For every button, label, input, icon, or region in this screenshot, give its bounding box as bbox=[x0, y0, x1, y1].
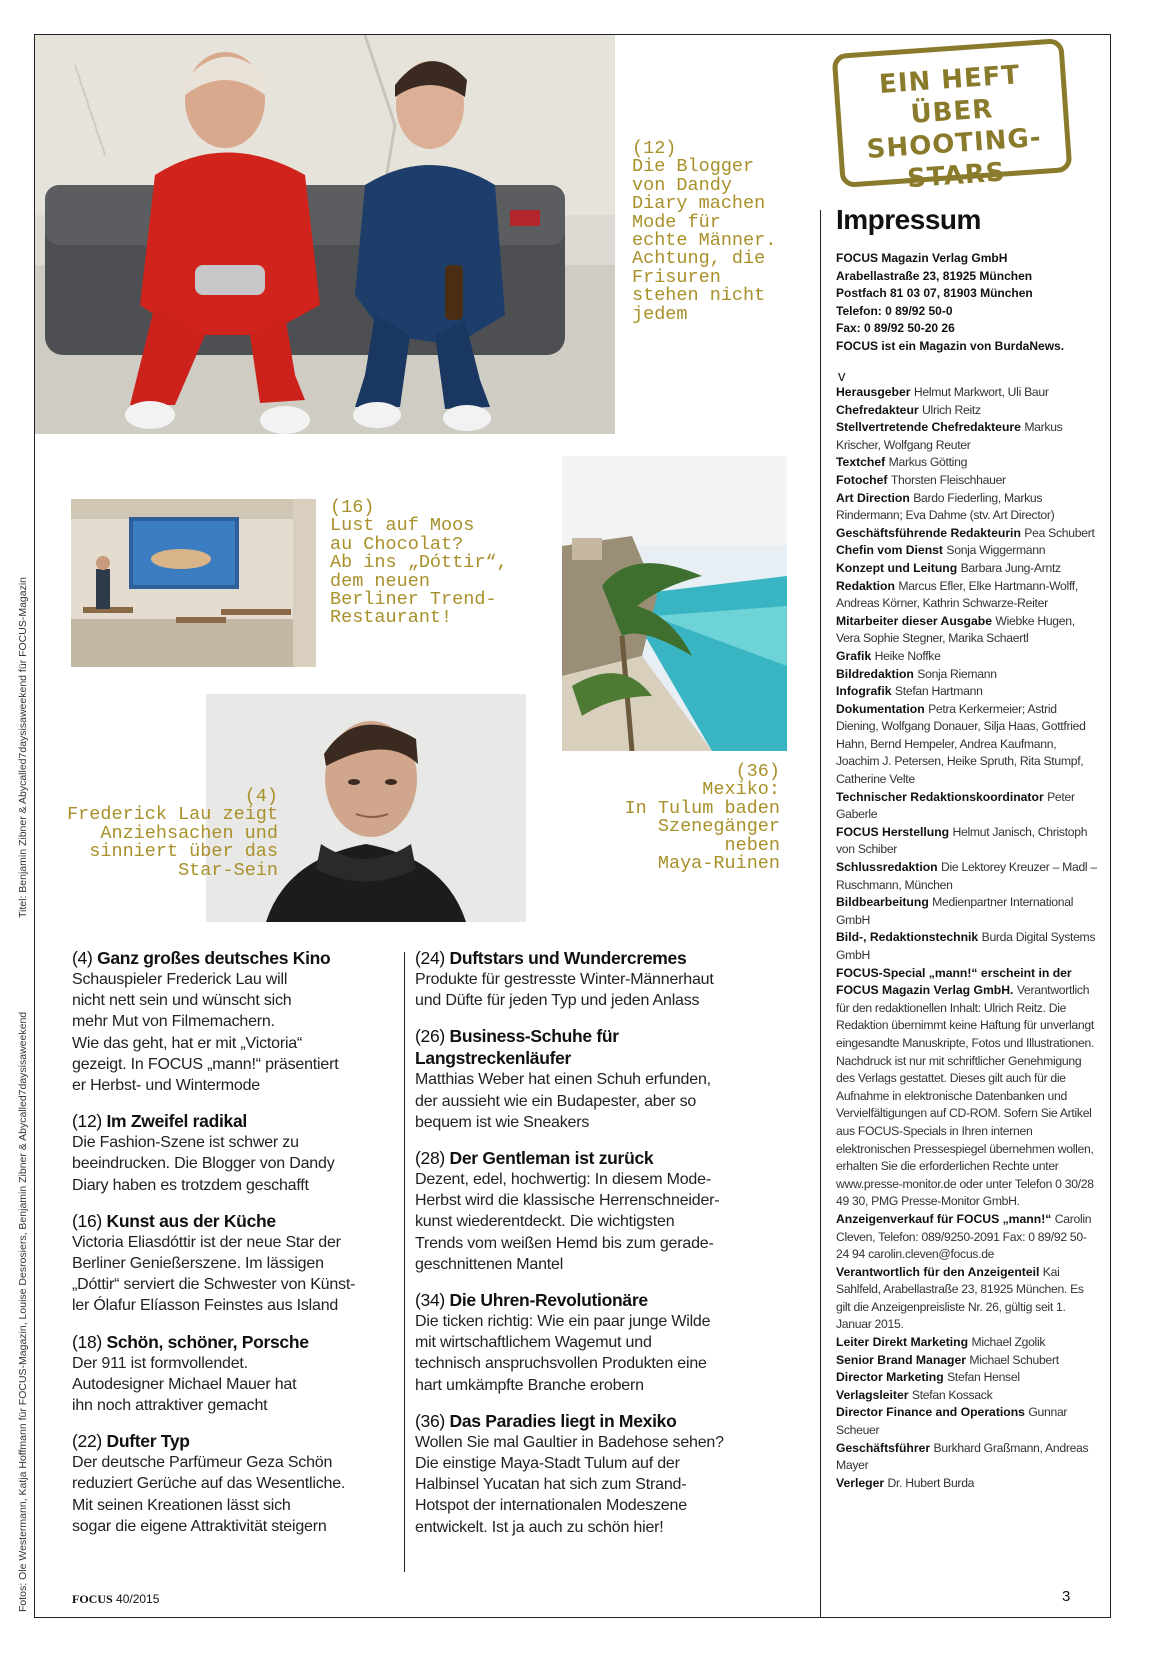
impressum-role: Geschäftsführende Redakteurin bbox=[836, 525, 1021, 540]
impressum-names: Stefan Kossack bbox=[911, 1387, 993, 1402]
tulum-photo bbox=[562, 456, 787, 751]
impressum-entry bbox=[836, 384, 1098, 402]
publisher-line: Arabellastraße 23, 81925 München bbox=[836, 268, 1033, 283]
toc-entry-body: Victoria Eliasdóttir ist der neue Star der Berliner Genießerszene. Im lässigen „Dóttir“ serviert die Schwester von Künst- ler Ólafur Elíasson Feinstes aus Island bbox=[72, 1233, 356, 1315]
stamp-line-3: STARS bbox=[906, 157, 1007, 195]
impressum-role: Bild-, Redaktionstechnik bbox=[836, 930, 979, 945]
impressum-entry bbox=[836, 454, 1098, 472]
impressum-marker: v bbox=[838, 368, 846, 385]
impressum-entry bbox=[836, 683, 1098, 701]
impressum-names: Ulrich Reitz bbox=[922, 402, 981, 417]
toc-entry-body: Schauspieler Frederick Lau will nicht nett sein und wünscht sich mehr Mut von Filmemachern. Wie das geht, hat er mit „Victoria“ gezeigt. In FOCUS „mann!“ präsentiert er Herbst- und Wintermode bbox=[72, 971, 339, 1095]
impressum-names: Thorsten Fleischhauer bbox=[890, 472, 1006, 487]
impressum-names: Burkhard Graßmann, Andreas Mayer bbox=[836, 1440, 1089, 1473]
impressum-entry bbox=[836, 1404, 1098, 1439]
toc-entry bbox=[415, 947, 735, 1011]
toc-entry-title bbox=[72, 1331, 392, 1353]
toc-title-text: Kunst aus der Küche bbox=[106, 1210, 276, 1231]
impressum-entry bbox=[836, 648, 1098, 666]
impressum-names: Kai Sahlfeld, Arabellastraße 23, 81925 München. Es gilt die Anzeigenpreisliste Nr. 26, gültig seit 1. Januar 2015. bbox=[836, 1264, 1084, 1332]
toc-page-number: (16) bbox=[72, 1210, 102, 1231]
toc-page-number: (36) bbox=[415, 1410, 445, 1431]
impressum-role: Geschäftsführer bbox=[836, 1440, 931, 1455]
impressum-names: Carolin Cleven, Telefon: 089/9250-2091 Fax: 0 89/92 50-24 94 carolin.cleven@focus.de bbox=[836, 1211, 1092, 1262]
publisher-block bbox=[836, 250, 1064, 356]
dandy-diary-photo bbox=[35, 35, 615, 434]
toc-entry-title bbox=[72, 947, 392, 969]
impressum-entry bbox=[836, 1440, 1098, 1475]
impressum-role: Dokumentation bbox=[836, 701, 925, 716]
impressum-names: Stefan Hensel bbox=[947, 1370, 1020, 1385]
toc-entry bbox=[72, 1430, 392, 1537]
impressum-role: FOCUS-Special „mann!“ erscheint in der FOCUS Magazin Verlag GmbH. bbox=[836, 965, 1072, 998]
impressum-role: Anzeigenverkauf für FOCUS „mann!“ bbox=[836, 1211, 1052, 1226]
caption-dottir: (16) Lust auf Moos au Chocolat? Ab ins „Dóttir“, dem neuen Berliner Trend- Restaurant! bbox=[330, 497, 508, 629]
impressum-role: FOCUS Herstellung bbox=[836, 824, 950, 839]
impressum-role: Schlussredaktion bbox=[836, 860, 938, 875]
footer-issue bbox=[72, 1592, 159, 1607]
impressum-names: Peter Gaberle bbox=[836, 789, 1075, 822]
toc-entry-body: Matthias Weber hat einen Schuh erfunden, der aussieht wie ein Budapester, aber so bequem ist wie Sneakers bbox=[415, 1071, 711, 1131]
toc-entry-body: Die ticken richtig: Wie ein paar junge Wilde mit wirtschaftlichem Wagemut und technisch anspruchsvollen Produkten eine hart umkämpfte Branche erobern bbox=[415, 1313, 711, 1394]
impressum-divider bbox=[820, 210, 821, 1618]
toc-entry-title bbox=[72, 1210, 392, 1232]
impressum-role: Director Marketing bbox=[836, 1370, 944, 1385]
toc-entry-title bbox=[72, 1110, 392, 1132]
toc-title-text: Das Paradies liegt in Mexiko bbox=[449, 1410, 677, 1431]
impressum-role: Textchef bbox=[836, 455, 886, 470]
toc-entry-body: Produkte für gestresste Winter-Männerhaut und Düfte für jeden Typ und jeden Anlass bbox=[415, 971, 714, 1010]
toc-entry-body: Der 911 ist formvollendet. Autodesigner Michael Mauer hat ihn noch attraktiver gemacht bbox=[72, 1354, 297, 1415]
footer-magazine-name: FOCUS bbox=[72, 1592, 113, 1606]
impressum-role: Redaktion bbox=[836, 578, 895, 593]
toc-left-column bbox=[72, 947, 392, 1551]
impressum-names: Die Lektorey Kreuzer – Madl – Ruschmann, München bbox=[836, 860, 1097, 892]
impressum-entry bbox=[836, 789, 1098, 824]
toc-column-divider bbox=[404, 952, 405, 1572]
impressum-entry bbox=[836, 965, 1098, 1211]
caption-frederick-lau: (4) Frederick Lau zeigt Anziehsachen und sinniert über das Star-Sein bbox=[67, 786, 278, 881]
impressum-names: Sonja Riemann bbox=[917, 666, 997, 681]
impressum-role: Herausgeber bbox=[836, 385, 911, 399]
impressum-names: Dr. Hubert Burda bbox=[887, 1475, 975, 1490]
impressum-role: Senior Brand Manager bbox=[836, 1352, 967, 1367]
impressum-role: Technischer Redaktionskoordinator bbox=[836, 789, 1044, 804]
impressum-names: Stefan Hartmann bbox=[894, 684, 983, 699]
toc-page-number: (4) bbox=[72, 948, 93, 968]
toc-title-text: Business-Schuhe für Langstreckenläufer bbox=[415, 1026, 619, 1069]
toc-entry-body: Die Fashion-Szene ist schwer zu beeindrucken. Die Blogger von Dandy Diary haben es trotzdem geschafft bbox=[72, 1134, 335, 1194]
impressum-role: Konzept und Leitung bbox=[836, 560, 958, 575]
toc-entry bbox=[72, 1210, 392, 1317]
toc-entry-title bbox=[415, 1147, 735, 1169]
publisher-line: Postfach 81 03 07, 81903 München bbox=[836, 286, 1033, 301]
impressum-entry bbox=[836, 1352, 1098, 1370]
impressum-names: Wiebke Hugen, Vera Sophie Stegner, Marika Schaertl bbox=[836, 613, 1075, 646]
toc-page-number: (18) bbox=[72, 1331, 102, 1352]
toc-page-number: (22) bbox=[72, 1431, 102, 1452]
impressum-staff-list bbox=[836, 384, 1098, 1492]
impressum-entry bbox=[836, 701, 1098, 789]
toc-entry bbox=[415, 1410, 735, 1538]
toc-title-text: Dufter Typ bbox=[106, 1431, 190, 1452]
photo-credit: Fotos: Ole Westermann, Katja Hoffmann für FOCUS-Magazin, Louise Desrosiers, Benjamin Zibner & Abycalled7daysisaweekend bbox=[17, 1011, 29, 1612]
impressum-names: Verantwortlich für den redaktionellen Inhalt: Ulrich Reitz. Die Redaktion übernimmt keine Haftung für unverlangt eingesandte Manuskripte, Fotos und Illustrationen. Nachdruck ist nur mit schriftlicher Genehmigung des Verlags gestattet. Dieses gilt auch für die Aufnahme in elektronische Datenbanken und Vervielfältigungen auf CD-ROM. Sofern Sie Artikel aus FOCUS-Specials in Ihren internen elektronischen Pressespiegel übernehmen wollen, erhalten Sie die erforderlichen Rechte unter www.presse-monitor.de oder unter Telefon 0 30/28 49 30, PMG Presse-Monitor GmbH. bbox=[836, 983, 1095, 1209]
impressum-names: Markus Götting bbox=[888, 455, 968, 470]
impressum-entry bbox=[836, 1475, 1098, 1493]
impressum-role: Chefin vom Dienst bbox=[836, 543, 943, 558]
stamp-text bbox=[833, 56, 1073, 200]
stamp-line-1: EIN HEFT ÜBER bbox=[878, 60, 1022, 130]
toc-title-text: Schön, schöner, Porsche bbox=[106, 1331, 309, 1352]
toc-entry bbox=[415, 1289, 735, 1396]
impressum-role: Verleger bbox=[836, 1475, 885, 1490]
impressum-entry bbox=[836, 894, 1098, 929]
impressum-role: Grafik bbox=[836, 648, 872, 663]
impressum-names: Bardo Fiederling, Markus Rindermann; Eva Dahme (stv. Art Director) bbox=[836, 490, 1055, 523]
impressum-role: Mitarbeiter dieser Ausgabe bbox=[836, 613, 993, 628]
impressum-entry bbox=[836, 1369, 1098, 1387]
impressum-role: Bildredaktion bbox=[836, 666, 914, 681]
impressum-entry bbox=[836, 1334, 1098, 1352]
toc-entry bbox=[72, 1331, 392, 1417]
toc-page-number: (28) bbox=[415, 1148, 445, 1169]
toc-page-number: (34) bbox=[415, 1290, 445, 1311]
impressum-names: Barbara Jung-Arntz bbox=[960, 560, 1061, 575]
impressum-entry bbox=[836, 929, 1098, 964]
restaurant-photo bbox=[71, 499, 316, 667]
impressum-role: Art Direction bbox=[836, 490, 910, 505]
impressum-role: Verantwortlich für den Anzeigenteil bbox=[836, 1264, 1040, 1279]
impressum-entry bbox=[836, 1264, 1098, 1334]
impressum-role: Verlagsleiter bbox=[836, 1387, 909, 1402]
toc-entry-body: Der deutsche Parfümeur Geza Schön reduziert Gerüche auf das Wesentliche. Mit seinen Kreationen lässt sich sogar die eigene Attraktivität steigern bbox=[72, 1454, 346, 1535]
toc-entry bbox=[72, 1110, 392, 1196]
impressum-role: Leiter Direkt Marketing bbox=[836, 1335, 969, 1350]
toc-entry-body: Dezent, edel, hochwertig: In diesem Mode- Herbst wird die klassische Herrenschneider- kunst wiederentdeckt. Die wichtigsten Trends vom weißen Hemd bis zum gerade- geschnittenen Mantel bbox=[415, 1171, 720, 1273]
toc-page-number: (12) bbox=[72, 1111, 102, 1132]
impressum-entry bbox=[836, 472, 1098, 490]
publisher-line: Telefon: 0 89/92 50-0 bbox=[836, 303, 953, 318]
toc-entry-title bbox=[415, 1289, 735, 1311]
impressum-title: Impressum bbox=[836, 204, 981, 235]
impressum-entry bbox=[836, 419, 1098, 454]
toc-title-text: Die Uhren-Revolutionäre bbox=[449, 1290, 648, 1311]
impressum-names: Heike Noffke bbox=[874, 648, 941, 663]
toc-entry-title bbox=[72, 1430, 392, 1452]
impressum-entry bbox=[836, 613, 1098, 648]
impressum-names: Pea Schubert bbox=[1024, 525, 1095, 540]
impressum-names: Gunnar Scheuer bbox=[836, 1405, 1068, 1438]
toc-page-number: (26) bbox=[415, 1026, 445, 1047]
toc-title-text: Ganz großes deutsches Kino bbox=[97, 948, 331, 968]
toc-right-column bbox=[415, 947, 735, 1552]
toc-page-number: (24) bbox=[415, 948, 445, 968]
impressum-names: Marcus Efler, Elke Hartmann-Wolff, Andreas Körner, Kathrin Schwarze-Reiter bbox=[836, 578, 1078, 611]
toc-entry-body: Wollen Sie mal Gaultier in Badehose sehen? Die einstige Maya-Stadt Tulum auf der Halbinsel Yucatan hat sich zum Strand- Hotspot der internationalen Modeszene entwickelt. Ist ja auch zu schön hier! bbox=[415, 1433, 724, 1536]
impressum-names: Markus Krischer, Wolfgang Reuter bbox=[836, 420, 1063, 452]
toc-title-text: Der Gentleman ist zurück bbox=[449, 1148, 654, 1169]
impressum-names: Michael Schubert bbox=[969, 1352, 1059, 1367]
impressum-entry bbox=[836, 560, 1098, 578]
page-number: 3 bbox=[1062, 1588, 1071, 1605]
publisher-line: FOCUS Magazin Verlag GmbH bbox=[836, 251, 1008, 265]
caption-dandy-diary: (12) Die Blogger von Dandy Diary machen Mode für echte Männer. Achtung, die Frisuren stehen nicht jedem bbox=[632, 138, 777, 325]
page-frame-right bbox=[1110, 34, 1111, 1618]
impressum-role: Fotochef bbox=[836, 472, 888, 487]
impressum-names: Sonja Wiggermann bbox=[946, 543, 1046, 558]
impressum-role: Director Finance and Operations bbox=[836, 1405, 1025, 1420]
impressum-names: Helmut Janisch, Christoph von Schiber bbox=[836, 824, 1088, 857]
toc-entry bbox=[72, 947, 392, 1096]
impressum-role: Stellvertretende Chefredakteure bbox=[836, 420, 1021, 435]
toc-entry bbox=[415, 1025, 735, 1133]
title-credit: Titel: Benjamin Zibner & Abycalled7daysisaweekend für FOCUS-Magazin bbox=[17, 576, 29, 918]
toc-entry-title bbox=[415, 947, 735, 969]
impressum-names: Medienpartner International GmbH bbox=[836, 895, 1074, 927]
toc-entry-title bbox=[415, 1410, 735, 1432]
impressum-names: Petra Kerkermeier; Astrid Diening, Wolfgang Donauer, Silja Haas, Gottfried Hahn, Bernd Hempeler, Andrea Kaufmann, Joachim J. Petersen, Heike Spruth, Rita Stumpf, Catherine Velte bbox=[836, 701, 1086, 787]
impressum-entry bbox=[836, 666, 1098, 684]
shooting-stars-stamp bbox=[832, 38, 1073, 195]
impressum-names: Burda Digital Systems GmbH bbox=[836, 930, 1096, 962]
publisher-line: FOCUS ist ein Magazin von BurdaNews. bbox=[836, 338, 1065, 353]
impressum-entry bbox=[836, 1211, 1098, 1264]
impressum-entry bbox=[836, 1387, 1098, 1405]
impressum-names: Michael Zgolik bbox=[971, 1335, 1046, 1350]
impressum-entry bbox=[836, 578, 1098, 613]
impressum-entry bbox=[836, 542, 1098, 560]
stamp-line-2: SHOOTING- bbox=[865, 122, 1043, 165]
toc-entry-title bbox=[415, 1025, 735, 1069]
toc-title-text: Duftstars und Wundercremes bbox=[449, 948, 687, 968]
impressum-entry bbox=[836, 402, 1098, 420]
impressum-role: Infografik bbox=[836, 684, 892, 699]
caption-tulum: (36) Mexiko: In Tulum baden Szenegänger neben Maya-Ruinen bbox=[624, 761, 780, 875]
impressum-names: Helmut Markwort, Uli Baur bbox=[913, 385, 1049, 399]
toc-entry bbox=[415, 1147, 735, 1275]
page-frame-bottom bbox=[34, 1617, 1111, 1618]
impressum-entry bbox=[836, 824, 1098, 859]
impressum-entry bbox=[836, 525, 1098, 543]
impressum-entry bbox=[836, 859, 1098, 894]
impressum-role: Chefredakteur bbox=[836, 402, 919, 417]
footer-issue-number: 40/2015 bbox=[116, 1592, 160, 1606]
publisher-line: Fax: 0 89/92 50-20 26 bbox=[836, 321, 955, 336]
impressum-entry bbox=[836, 490, 1098, 525]
toc-title-text: Im Zweifel radikal bbox=[106, 1111, 247, 1132]
impressum-role: Bildbearbeitung bbox=[836, 895, 929, 910]
